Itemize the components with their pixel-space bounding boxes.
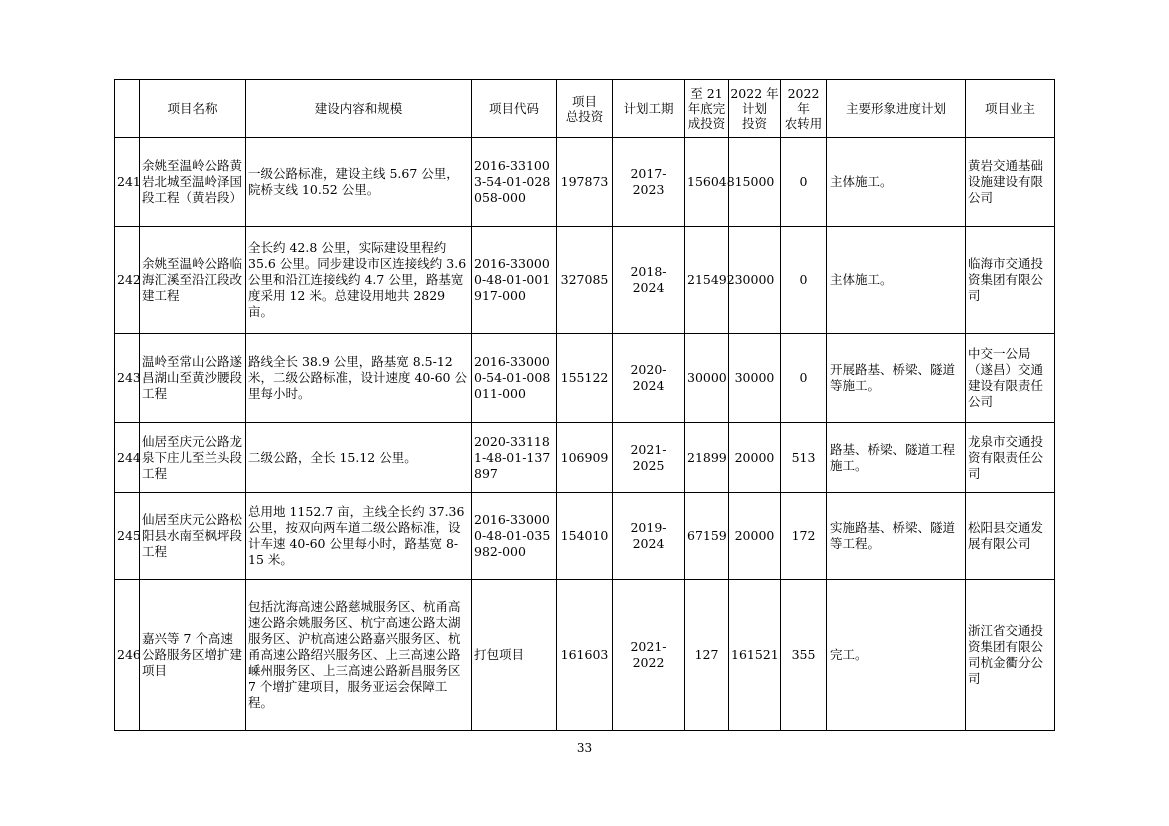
row-owner: 临海市交通投资集团有限公司 xyxy=(966,227,1055,334)
row-code: 2020-331181-48-01-137897 xyxy=(472,423,557,493)
header-land: 2022 年 农转用 xyxy=(781,80,827,138)
row-owner: 龙泉市交通投资有限责任公司 xyxy=(966,423,1055,493)
row-total: 161603 xyxy=(557,580,613,731)
header-done: 至 21 年底完 成投资 xyxy=(685,80,729,138)
row-progress: 开展路基、桥梁、隧道等施工。 xyxy=(827,334,966,423)
table-row xyxy=(115,334,1055,423)
table-row xyxy=(115,493,1055,580)
row-progress: 路基、桥梁、隧道工程施工。 xyxy=(827,423,966,493)
row-name: 仙居至庆元公路松阳县水南至枫坪段工程 xyxy=(140,493,246,580)
table-row xyxy=(115,580,1055,731)
row-content: 包括沈海高速公路慈城服务区、杭甬高速公路余姚服务区、杭宁高速公路太湖服务区、沪杭高速公路嘉兴服务区、杭甬高速公路绍兴服务区、上三高速公路嵊州服务区、上三高速公路新昌服务区 7 个增扩建项目，服务亚运会保障工程。 xyxy=(246,580,472,731)
row-plan: 20000 xyxy=(729,493,781,580)
header-no xyxy=(115,80,140,138)
header-period: 计划工期 xyxy=(613,80,685,138)
row-land: 0 xyxy=(781,227,827,334)
row-land: 0 xyxy=(781,138,827,227)
row-period: 2017-2023 xyxy=(613,138,685,227)
row-period: 2018-2024 xyxy=(613,227,685,334)
project-table xyxy=(114,79,1055,731)
row-progress: 实施路基、桥梁、隧道等工程。 xyxy=(827,493,966,580)
row-content: 路线全长 38.9 公里，路基宽 8.5-12 米，二级公路标准，设计速度 40-60 公里每小时。 xyxy=(246,334,472,423)
row-total: 197873 xyxy=(557,138,613,227)
row-owner: 黄岩交通基础设施建设有限公司 xyxy=(966,138,1055,227)
row-code: 打包项目 xyxy=(472,580,557,731)
table-row xyxy=(115,423,1055,493)
row-total: 327085 xyxy=(557,227,613,334)
row-total: 106909 xyxy=(557,423,613,493)
row-code: 2016-330000-48-01-035982-000 xyxy=(472,493,557,580)
row-name: 嘉兴等 7 个高速公路服务区增扩建项目 xyxy=(140,580,246,731)
header-total: 项目 总投资 xyxy=(557,80,613,138)
table-row xyxy=(115,138,1055,227)
row-plan: 30000 xyxy=(729,227,781,334)
row-land: 0 xyxy=(781,334,827,423)
row-no: 244 xyxy=(115,423,140,493)
row-name: 余姚至温岭公路黄岩北城至温岭泽国段工程（黄岩段） xyxy=(140,138,246,227)
row-done: 127 xyxy=(685,580,729,731)
row-content: 总用地 1152.7 亩，主线全长约 37.36 公里，按双向两车道二级公路标准，设计车速 40-60 公里每小时，路基宽 8-15 米。 xyxy=(246,493,472,580)
row-owner: 松阳县交通发展有限公司 xyxy=(966,493,1055,580)
header-plan: 2022 年 计划 投资 xyxy=(729,80,781,138)
header-name: 项目名称 xyxy=(140,80,246,138)
header-content: 建设内容和规模 xyxy=(246,80,472,138)
row-owner: 浙江省交通投资集团有限公司杭金衢分公司 xyxy=(966,580,1055,731)
row-land: 172 xyxy=(781,493,827,580)
row-progress: 完工。 xyxy=(827,580,966,731)
row-code: 2016-331003-54-01-028058-000 xyxy=(472,138,557,227)
row-name: 仙居至庆元公路龙泉下庄儿至兰头段工程 xyxy=(140,423,246,493)
row-no: 241 xyxy=(115,138,140,227)
row-period: 2019-2024 xyxy=(613,493,685,580)
row-land: 513 xyxy=(781,423,827,493)
header-code: 项目代码 xyxy=(472,80,557,138)
row-owner: 中交一公局（遂昌）交通建设有限责任公司 xyxy=(966,334,1055,423)
row-plan: 15000 xyxy=(729,138,781,227)
header-progress: 主要形象进度计划 xyxy=(827,80,966,138)
row-content: 一级公路标准，建设主线 5.67 公里，院桥支线 10.52 公里。 xyxy=(246,138,472,227)
table-row xyxy=(115,227,1055,334)
row-no: 245 xyxy=(115,493,140,580)
row-land: 355 xyxy=(781,580,827,731)
row-no: 243 xyxy=(115,334,140,423)
row-progress: 主体施工。 xyxy=(827,227,966,334)
header-owner: 项目业主 xyxy=(966,80,1055,138)
row-done: 156048 xyxy=(685,138,729,227)
row-progress: 主体施工。 xyxy=(827,138,966,227)
table-header-row xyxy=(115,80,1055,138)
row-total: 155122 xyxy=(557,334,613,423)
row-done: 67159 xyxy=(685,493,729,580)
row-code: 2016-330000-54-01-008011-000 xyxy=(472,334,557,423)
row-name: 余姚至温岭公路临海汇溪至沿江段改建工程 xyxy=(140,227,246,334)
row-period: 2020-2024 xyxy=(613,334,685,423)
row-done: 21899 xyxy=(685,423,729,493)
row-name: 温岭至常山公路遂昌湖山至黄沙腰段工程 xyxy=(140,334,246,423)
row-plan: 30000 xyxy=(729,334,781,423)
row-content: 二级公路，全长 15.12 公里。 xyxy=(246,423,472,493)
row-period: 2021-2022 xyxy=(613,580,685,731)
row-plan: 161521 xyxy=(729,580,781,731)
row-plan: 20000 xyxy=(729,423,781,493)
page-number: 33 xyxy=(576,741,593,755)
row-content: 全长约 42.8 公里，实际建设里程约 35.6 公里。同步建设市区连接线约 3.6 公里和沿江连接线约 4.7 公里，路基宽度采用 12 米。总建设用地共 2829 亩。 xyxy=(246,227,472,334)
row-no: 246 xyxy=(115,580,140,731)
row-total: 154010 xyxy=(557,493,613,580)
row-no: 242 xyxy=(115,227,140,334)
row-code: 2016-330000-48-01-001917-000 xyxy=(472,227,557,334)
row-done: 30000 xyxy=(685,334,729,423)
row-done: 215492 xyxy=(685,227,729,334)
row-period: 2021-2025 xyxy=(613,423,685,493)
